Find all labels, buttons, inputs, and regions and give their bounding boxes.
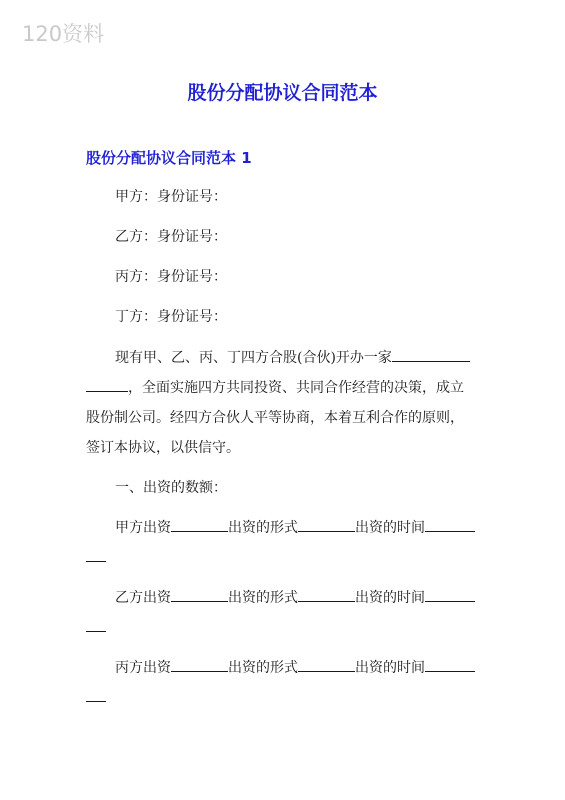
investment-row-bing <box>86 653 478 713</box>
time-blank-cont <box>86 616 106 632</box>
time-blank <box>425 516 475 532</box>
watermark-logo: 120资料 <box>22 22 105 46</box>
party-line-jia: 甲方：身份证号： <box>115 189 227 205</box>
form-blank <box>298 586 355 602</box>
amount-blank <box>171 586 228 602</box>
investment-row-jia <box>86 513 478 573</box>
intro-text-1: 现有甲、乙、丙、丁四方合股(合伙)开办一家 <box>115 350 392 366</box>
document-title: 股份分配协议合同范本 <box>187 82 378 104</box>
form-label: 出资的形式 <box>228 590 298 606</box>
form-blank <box>298 516 355 532</box>
form-label: 出资的形式 <box>228 660 298 676</box>
company-name-blank-cont <box>86 376 128 392</box>
party-line-yi: 乙方：身份证号： <box>115 229 227 245</box>
investment-party: 丙方出资 <box>115 660 171 676</box>
intro-paragraph <box>86 343 478 463</box>
time-blank-cont <box>86 546 106 562</box>
time-blank <box>425 656 475 672</box>
time-blank <box>425 586 475 602</box>
section-title: 股份分配协议合同范本 1 <box>86 149 252 167</box>
investment-party: 甲方出资 <box>115 520 171 536</box>
party-line-ding: 丁方：身份证号： <box>115 309 227 325</box>
amount-blank <box>171 656 228 672</box>
time-label: 出资的时间 <box>355 590 425 606</box>
clause-1-heading: 一、出资的数额： <box>115 480 227 496</box>
intro-text-2: ，全面实施四方共同投资、共同合作经营的决策，成立 <box>128 380 464 396</box>
investment-party: 乙方出资 <box>115 590 171 606</box>
amount-blank <box>171 516 228 532</box>
time-label: 出资的时间 <box>355 660 425 676</box>
intro-text-3: 股份制公司。经四方合伙人平等协商，本着互利合作的原则， <box>86 410 464 426</box>
time-blank-cont <box>86 686 106 702</box>
investment-row-yi <box>86 583 478 643</box>
form-blank <box>298 656 355 672</box>
party-line-bing: 丙方：身份证号： <box>115 269 227 285</box>
company-name-blank <box>392 346 470 362</box>
time-label: 出资的时间 <box>355 520 425 536</box>
intro-text-4: 签订本协议，以供信守。 <box>86 440 240 456</box>
form-label: 出资的形式 <box>228 520 298 536</box>
